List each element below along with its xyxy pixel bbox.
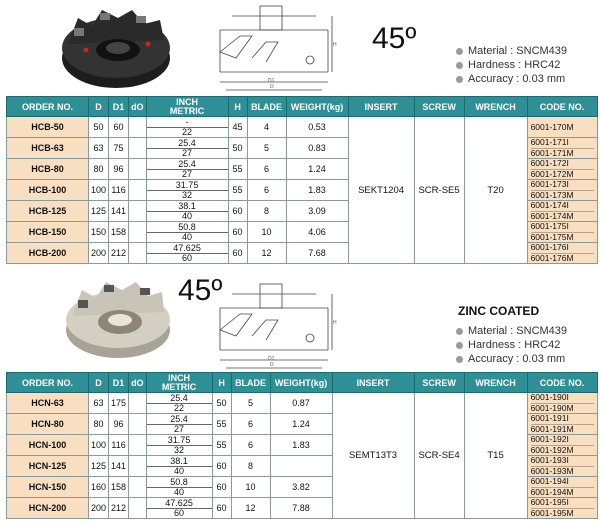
d1-cell: 212 bbox=[109, 498, 129, 519]
order-no-cell: HCB-200 bbox=[7, 243, 89, 264]
h-cell: 55 bbox=[212, 435, 231, 456]
do-cell bbox=[129, 243, 147, 264]
inch-metric-cell bbox=[146, 180, 228, 201]
col-d1: D1 bbox=[109, 373, 129, 393]
h-cell: 55 bbox=[212, 414, 231, 435]
code-no-cell bbox=[527, 393, 597, 414]
code-no-cell bbox=[527, 222, 597, 243]
svg-text:H: H bbox=[333, 320, 337, 326]
order-no-cell: HCB-150 bbox=[7, 222, 89, 243]
h-cell: 60 bbox=[212, 456, 231, 477]
weight-cell: 1.83 bbox=[286, 180, 348, 201]
blade-cell: 10 bbox=[231, 477, 270, 498]
blade-cell: 5 bbox=[231, 393, 270, 414]
code-value: 6001-174M bbox=[530, 210, 574, 221]
metric-value: 40 bbox=[182, 210, 193, 221]
insert-cell: SEMT13T3 bbox=[332, 393, 414, 519]
spec-list-top bbox=[456, 44, 567, 86]
d-cell: 125 bbox=[89, 456, 109, 477]
blade-cell: 5 bbox=[247, 138, 286, 159]
screw-cell: SCR-SE4 bbox=[414, 393, 464, 519]
spec-accuracy: Accuracy : 0.03 mm bbox=[468, 353, 566, 365]
inch-value: 47.625 bbox=[147, 499, 212, 509]
h-cell: 55 bbox=[228, 159, 247, 180]
spec-accuracy: Accuracy : 0.03 mm bbox=[468, 73, 566, 85]
do-cell bbox=[129, 201, 147, 222]
col-inch-metric: INCH METRIC bbox=[146, 373, 212, 393]
metric-value: 27 bbox=[182, 147, 193, 158]
col-insert: INSERT bbox=[348, 97, 414, 117]
inch-value: 31.75 bbox=[147, 181, 228, 191]
spec-material: Material : SNCM439 bbox=[468, 45, 568, 57]
inch-metric-cell bbox=[146, 477, 212, 498]
d-cell: 160 bbox=[89, 477, 109, 498]
code-value: 6001-190I bbox=[531, 393, 594, 404]
col-weight: WEIGHT(kg) bbox=[270, 373, 332, 393]
col-blade: BLADE bbox=[231, 373, 270, 393]
code-value: 6001-193I bbox=[531, 456, 594, 467]
code-value: 6001-191I bbox=[531, 414, 594, 425]
weight-cell: 0.87 bbox=[270, 393, 332, 414]
order-no-cell: HCB-50 bbox=[7, 117, 89, 138]
hcb-technical-drawing bbox=[212, 2, 337, 94]
code-value: 6001-174I bbox=[531, 201, 594, 212]
col-blade: BLADE bbox=[247, 97, 286, 117]
inch-metric-cell bbox=[146, 159, 228, 180]
order-no-cell: HCN-80 bbox=[7, 414, 89, 435]
col-order-no: ORDER NO. bbox=[7, 373, 89, 393]
h-cell: 60 bbox=[228, 222, 247, 243]
order-no-cell: HCB-125 bbox=[7, 201, 89, 222]
do-cell bbox=[129, 498, 147, 519]
inch-value: 25.4 bbox=[147, 160, 228, 170]
code-value: 6001-192M bbox=[530, 444, 574, 455]
cutter-dark-image bbox=[56, 4, 176, 94]
metric-value: 32 bbox=[174, 444, 185, 455]
h-cell: 60 bbox=[212, 498, 231, 519]
code-value: 6001-191M bbox=[530, 423, 574, 434]
code-no-cell bbox=[527, 138, 597, 159]
code-value: 6001-173I bbox=[531, 180, 594, 191]
d1-cell: 158 bbox=[109, 222, 129, 243]
weight-cell bbox=[270, 456, 332, 477]
code-value: 6001-172I bbox=[531, 159, 594, 170]
code-value: 6001-193M bbox=[530, 465, 574, 476]
col-code-no: CODE NO. bbox=[527, 373, 597, 393]
code-no-cell bbox=[527, 159, 597, 180]
weight-cell: 1.24 bbox=[286, 159, 348, 180]
do-cell bbox=[129, 138, 147, 159]
code-value: 6001-195M bbox=[530, 507, 574, 518]
code-no-cell bbox=[527, 435, 597, 456]
blade-cell: 6 bbox=[247, 159, 286, 180]
metric-value: 40 bbox=[174, 486, 185, 497]
code-value: 6001-172M bbox=[530, 168, 574, 179]
inch-metric-cell bbox=[146, 243, 228, 264]
code-no-cell bbox=[527, 477, 597, 498]
col-weight: WEIGHT(kg) bbox=[286, 97, 348, 117]
code-no-cell bbox=[527, 498, 597, 519]
d-cell: 100 bbox=[89, 435, 109, 456]
code-value: 6001-175M bbox=[530, 231, 574, 242]
col-d: D bbox=[89, 97, 109, 117]
order-no-cell: HCN-200 bbox=[7, 498, 89, 519]
inch-value: 25.4 bbox=[147, 415, 212, 425]
metric-value: 22 bbox=[182, 126, 193, 137]
d1-cell: 158 bbox=[109, 477, 129, 498]
inch-metric-cell bbox=[146, 393, 212, 414]
inch-metric-cell bbox=[146, 456, 212, 477]
screw-cell: SCR-SE5 bbox=[414, 117, 464, 264]
code-value: 6001-170M bbox=[530, 121, 574, 132]
h-cell: 60 bbox=[228, 243, 247, 264]
blade-cell: 12 bbox=[247, 243, 286, 264]
blade-cell: 8 bbox=[231, 456, 270, 477]
col-insert: INSERT bbox=[332, 373, 414, 393]
col-code-no: CODE NO. bbox=[527, 97, 597, 117]
col-screw: SCREW bbox=[414, 97, 464, 117]
do-cell bbox=[129, 180, 147, 201]
svg-text:D1: D1 bbox=[268, 78, 275, 84]
do-cell bbox=[129, 456, 147, 477]
weight-cell: 1.83 bbox=[270, 435, 332, 456]
inch-metric-cell bbox=[146, 117, 228, 138]
metric-value: 60 bbox=[182, 252, 193, 263]
weight-cell: 1.24 bbox=[270, 414, 332, 435]
blade-cell: 8 bbox=[247, 201, 286, 222]
h-cell: 55 bbox=[228, 180, 247, 201]
bullet-icon bbox=[456, 328, 463, 335]
code-value: 6001-171I bbox=[531, 138, 594, 149]
weight-cell: 3.82 bbox=[270, 477, 332, 498]
svg-text:D: D bbox=[270, 84, 274, 90]
inch-value: 38.1 bbox=[147, 202, 228, 212]
code-value: 6001-173M bbox=[530, 189, 574, 200]
h-cell: 60 bbox=[212, 477, 231, 498]
code-value: 6001-176M bbox=[530, 252, 574, 263]
col-inch-metric: INCH METRIC bbox=[146, 97, 228, 117]
col-h: H bbox=[212, 373, 231, 393]
h-cell: 50 bbox=[228, 138, 247, 159]
inch-metric-cell bbox=[146, 435, 212, 456]
code-value: 6001-195I bbox=[531, 498, 594, 509]
metric-value: 60 bbox=[174, 507, 185, 518]
d-cell: 125 bbox=[89, 201, 109, 222]
spec-list-bottom bbox=[456, 324, 567, 366]
h-cell: 60 bbox=[228, 201, 247, 222]
col-d1: D1 bbox=[109, 97, 129, 117]
table-row bbox=[7, 393, 598, 414]
d1-cell: 141 bbox=[109, 456, 129, 477]
do-cell bbox=[129, 393, 147, 414]
d-cell: 100 bbox=[89, 180, 109, 201]
order-no-cell: HCN-63 bbox=[7, 393, 89, 414]
weight-cell: 0.83 bbox=[286, 138, 348, 159]
order-no-cell: HCN-150 bbox=[7, 477, 89, 498]
metric-value: 27 bbox=[174, 423, 185, 434]
bullet-icon bbox=[456, 76, 463, 83]
metric-value: 40 bbox=[182, 231, 193, 242]
col-h: H bbox=[228, 97, 247, 117]
order-no-cell: HCB-80 bbox=[7, 159, 89, 180]
d-cell: 150 bbox=[89, 222, 109, 243]
inch-metric-cell bbox=[146, 222, 228, 243]
cutter-zinc-image bbox=[58, 278, 178, 362]
do-cell bbox=[129, 435, 147, 456]
inch-value: 38.1 bbox=[147, 457, 212, 467]
code-value: 6001-192I bbox=[531, 435, 594, 446]
hcn-section bbox=[0, 268, 600, 523]
do-cell bbox=[129, 414, 147, 435]
d1-cell: 60 bbox=[109, 117, 129, 138]
metric-value: 27 bbox=[182, 168, 193, 179]
d1-cell: 175 bbox=[109, 393, 129, 414]
d-cell: 200 bbox=[89, 498, 109, 519]
order-no-cell: HCN-100 bbox=[7, 435, 89, 456]
d-cell: 200 bbox=[89, 243, 109, 264]
d1-cell: 116 bbox=[109, 435, 129, 456]
bullet-icon bbox=[456, 62, 463, 69]
col-screw: SCREW bbox=[414, 373, 464, 393]
d1-cell: 96 bbox=[109, 159, 129, 180]
table-row bbox=[7, 117, 598, 138]
inch-value: 25.4 bbox=[147, 139, 228, 149]
angle-label-top: 45º bbox=[372, 22, 417, 55]
spec-material: Material : SNCM439 bbox=[468, 325, 568, 337]
blade-cell: 6 bbox=[231, 435, 270, 456]
inch-value: - bbox=[147, 118, 228, 128]
code-value: 6001-171M bbox=[530, 147, 574, 158]
zinc-coated-label: ZINC COATED bbox=[458, 304, 540, 318]
inch-value: 50.8 bbox=[147, 478, 212, 488]
order-no-cell: HCN-125 bbox=[7, 456, 89, 477]
bullet-icon bbox=[456, 342, 463, 349]
weight-cell: 7.68 bbox=[286, 243, 348, 264]
d-cell: 50 bbox=[89, 117, 109, 138]
h-cell: 45 bbox=[228, 117, 247, 138]
weight-cell: 4.06 bbox=[286, 222, 348, 243]
weight-cell: 7.88 bbox=[270, 498, 332, 519]
code-value: 6001-190M bbox=[530, 402, 574, 413]
inch-value: 47.625 bbox=[147, 244, 228, 254]
order-no-cell: HCB-100 bbox=[7, 180, 89, 201]
inch-metric-cell bbox=[146, 498, 212, 519]
wrench-cell: T15 bbox=[464, 393, 527, 519]
blade-cell: 12 bbox=[231, 498, 270, 519]
col-d: D bbox=[89, 373, 109, 393]
hcn-spec-table bbox=[6, 372, 598, 519]
blade-cell: 4 bbox=[247, 117, 286, 138]
svg-text:D: D bbox=[270, 362, 274, 368]
code-no-cell bbox=[527, 180, 597, 201]
spec-hardness: Hardness : HRC42 bbox=[468, 339, 561, 351]
inch-metric-cell bbox=[146, 201, 228, 222]
col-wrench: WRENCH bbox=[464, 373, 527, 393]
inch-metric-cell bbox=[146, 414, 212, 435]
code-no-cell bbox=[527, 201, 597, 222]
inch-value: 50.8 bbox=[147, 223, 228, 233]
inch-value: 25.4 bbox=[147, 394, 212, 404]
inch-value: 31.75 bbox=[147, 436, 212, 446]
d-cell: 63 bbox=[89, 393, 109, 414]
d-cell: 80 bbox=[89, 414, 109, 435]
col-do: dO bbox=[129, 97, 147, 117]
d-cell: 63 bbox=[89, 138, 109, 159]
spec-hardness: Hardness : HRC42 bbox=[468, 59, 561, 71]
d1-cell: 75 bbox=[109, 138, 129, 159]
angle-label-bottom: 45º bbox=[178, 274, 223, 307]
wrench-cell: T20 bbox=[464, 117, 527, 264]
hcn-technical-drawing bbox=[212, 282, 337, 372]
blade-cell: 10 bbox=[247, 222, 286, 243]
metric-value: 32 bbox=[182, 189, 193, 200]
bullet-icon bbox=[456, 48, 463, 55]
svg-text:D1: D1 bbox=[268, 356, 275, 362]
do-cell bbox=[129, 117, 147, 138]
d1-cell: 116 bbox=[109, 180, 129, 201]
code-no-cell bbox=[527, 117, 597, 138]
code-value: 6001-194I bbox=[531, 477, 594, 488]
col-wrench: WRENCH bbox=[464, 97, 527, 117]
code-no-cell bbox=[527, 414, 597, 435]
svg-text:H: H bbox=[333, 42, 337, 48]
weight-cell: 3.09 bbox=[286, 201, 348, 222]
inch-metric-cell bbox=[146, 138, 228, 159]
weight-cell: 0.53 bbox=[286, 117, 348, 138]
code-value: 6001-194M bbox=[530, 486, 574, 497]
blade-cell: 6 bbox=[247, 180, 286, 201]
metric-value: 22 bbox=[174, 402, 185, 413]
do-cell bbox=[129, 222, 147, 243]
do-cell bbox=[129, 159, 147, 180]
d1-cell: 141 bbox=[109, 201, 129, 222]
d-cell: 80 bbox=[89, 159, 109, 180]
order-no-cell: HCB-63 bbox=[7, 138, 89, 159]
h-cell: 50 bbox=[212, 393, 231, 414]
col-order-no: ORDER NO. bbox=[7, 97, 89, 117]
do-cell bbox=[129, 477, 147, 498]
code-no-cell bbox=[527, 456, 597, 477]
code-value: 6001-175I bbox=[531, 222, 594, 233]
code-no-cell bbox=[527, 243, 597, 264]
code-value: 6001-176I bbox=[531, 243, 594, 254]
metric-value: 40 bbox=[174, 465, 185, 476]
d1-cell: 96 bbox=[109, 414, 129, 435]
col-do: dO bbox=[129, 373, 147, 393]
insert-cell: SEKT1204 bbox=[348, 117, 414, 264]
bullet-icon bbox=[456, 356, 463, 363]
d1-cell: 212 bbox=[109, 243, 129, 264]
hcb-spec-table bbox=[6, 96, 598, 264]
blade-cell: 6 bbox=[231, 414, 270, 435]
